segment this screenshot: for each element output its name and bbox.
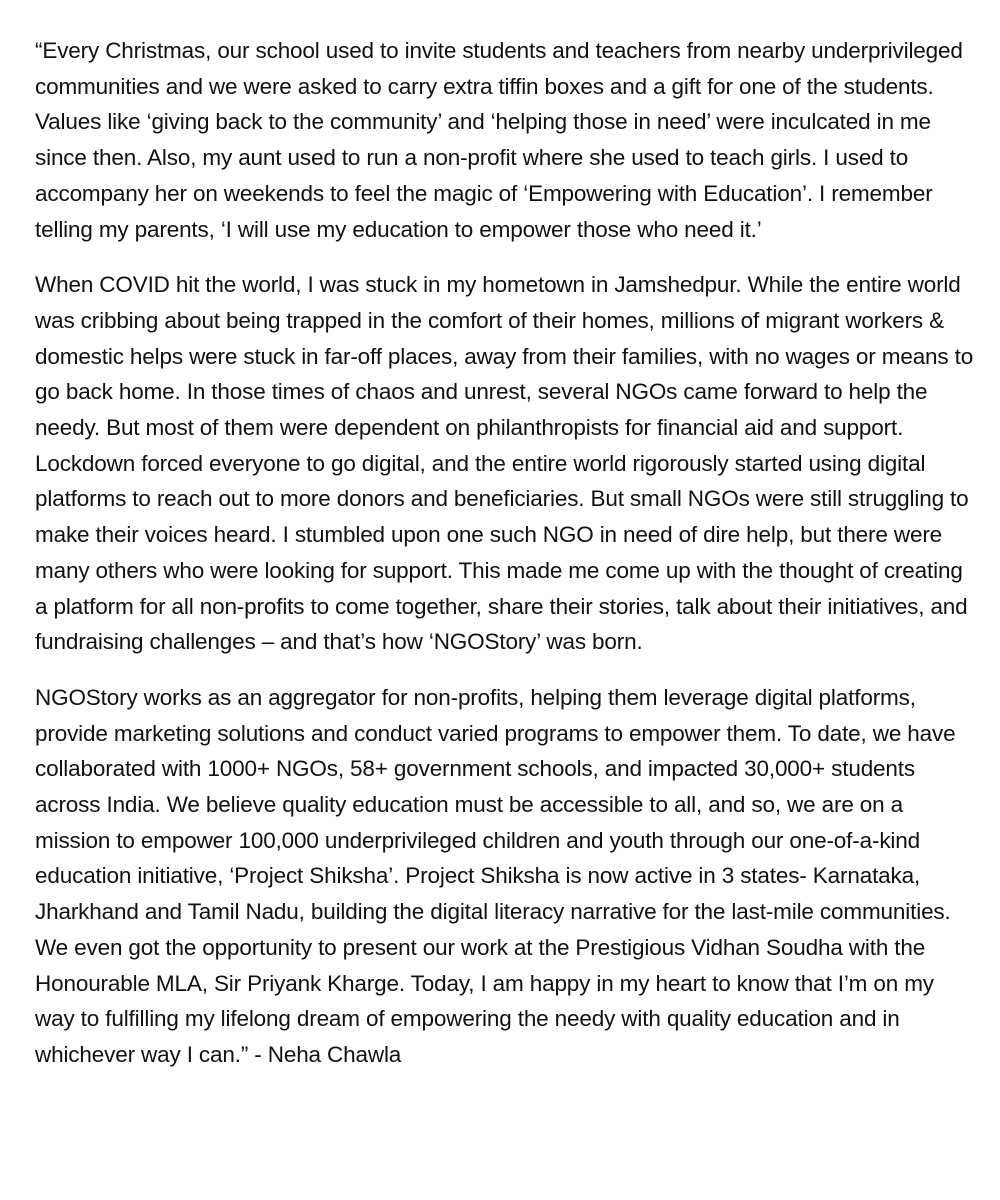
paragraph-childhood-values: “Every Christmas, our school used to invite students and teachers from nearby underprivileged communities and we were asked to carry extra tiffin boxes and a gift for one of the students. Values like ‘giving back to the community’ and ‘helping those in need’ were inculcated in me since then. Also, my aunt used to run a non-profit where she used to teach girls. I used to accompany her on weekends to feel the magic of ‘Empowering with Education’. I remember telling my parents, ‘I will use my education to empower those who need it.’ (35, 38, 963, 242)
document-body (35, 33, 975, 1073)
paragraph-ngostory-mission: NGOStory works as an aggregator for non-profits, helping them leverage digital platforms, provide marketing solutions and conduct varied programs to empower them. To date, we have collaborated with 1000+ NGOs, 58+ government schools, and impacted 30,000+ students across India. We believe quality education must be accessible to all, and so, we are on a mission to empower 100,000 underprivileged children and youth through our one-of-a-kind education initiative, ‘Project Shiksha’. Project Shiksha is now active in 3 states- Karnataka, Jharkhand and Tamil Nadu, building the digital literacy narrative for the last-mile communities. We even got the opportunity to present our work at the Prestigious Vidhan Soudha with the Honourable MLA, Sir Priyank Kharge. Today, I am happy in my heart to know that I’m on my way to fulfilling my lifelong dream of empowering the needy with quality education and in whichever way I can.” - Neha Chawla (35, 684, 956, 1067)
paragraph-covid-origin: When COVID hit the world, I was stuck in my hometown in Jamshedpur. While the entire world was cribbing about being trapped in the comfort of their homes, millions of migrant workers & domestic helps were stuck in far-off places, away from their families, with no wages or means to go back home. In those times of chaos and unrest, several NGOs came forward to help the needy. But most of them were dependent on philanthropists for financial aid and support. Lockdown forced everyone to go digital, and the entire world rigorously started using digital platforms to reach out to more donors and beneficiaries. But small NGOs were still struggling to make their voices heard. I stumbled upon one such NGO in need of dire help, but there were many others who were looking for support. This made me come up with the thought of creating a platform for all non-profits to come together, share their stories, talk about their initiatives, and fundraising challenges – and that’s how ‘NGOStory’ was born. (35, 272, 974, 655)
